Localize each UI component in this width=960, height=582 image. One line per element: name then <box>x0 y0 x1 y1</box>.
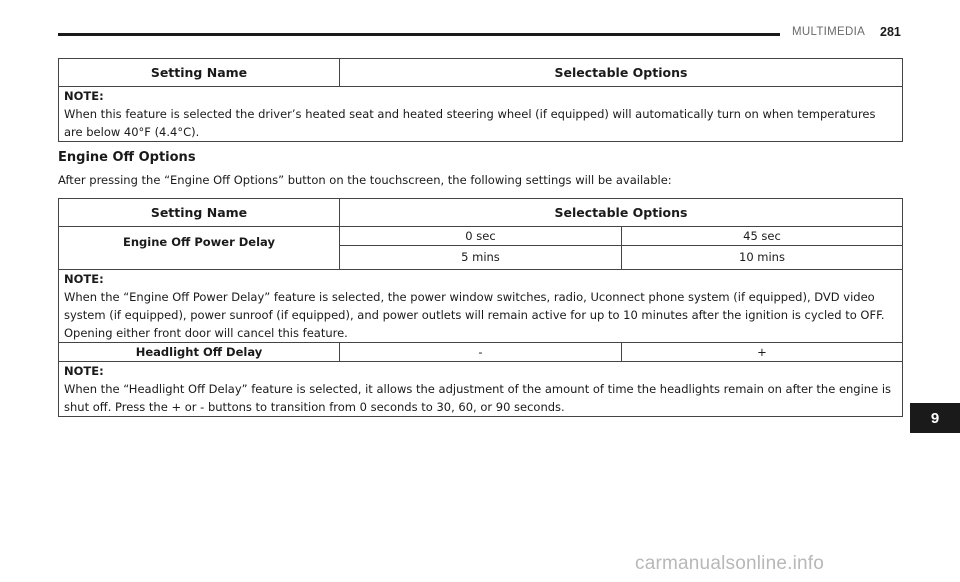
engine-off-options-table <box>58 198 903 417</box>
column-header-options: Selectable Options <box>339 199 902 227</box>
table-header-row <box>59 59 903 87</box>
column-header-options: Selectable Options <box>339 59 902 87</box>
table-row <box>59 343 903 362</box>
option-cell: + <box>621 343 902 362</box>
running-head: MULTIMEDIA <box>792 26 866 38</box>
option-cell: 10 mins <box>621 246 902 270</box>
header-rule <box>58 33 780 36</box>
note-cell <box>59 270 903 343</box>
note-label: NOTE: <box>64 89 104 103</box>
note-row <box>59 270 903 343</box>
note-text: When the “Engine Off Power Delay” feature is selected, the power window switches, radio, Uconnect phone system (if equipped), DVD video system (if equipped), power sunroof (if equipped), and power outlets will remain active for up to 10 minutes after the ignition is cycled to OFF. Opening either front door will cancel this feature. <box>64 290 885 340</box>
option-cell: - <box>339 343 621 362</box>
note-text: When the “Headlight Off Delay” feature is selected, it allows the adjustment of the amount of time the headlights remain on after the engine is shut off. Press the + or - buttons to transition from 0 seconds to 30, 60, or 90 seconds. <box>64 382 892 414</box>
note-text: When this feature is selected the driver’s heated seat and heated steering wheel (if equipped) will automatically turn on when temperatures are below 40°F (4.4°C). <box>64 107 876 139</box>
setting-name-headlight-delay: Headlight Off Delay <box>59 343 340 362</box>
note-label: NOTE: <box>64 364 104 378</box>
option-cell: 45 sec <box>621 227 902 246</box>
page-number: 281 <box>880 25 901 39</box>
watermark: carmanualsonline.info <box>635 553 825 574</box>
section-intro: After pressing the “Engine Off Options” button on the touchscreen, the following settings will be available: <box>58 173 672 187</box>
note-label: NOTE: <box>64 272 104 286</box>
note-cell <box>59 362 903 417</box>
option-cell: 5 mins <box>339 246 621 270</box>
table-row <box>59 227 903 246</box>
column-header-setting: Setting Name <box>59 59 340 87</box>
section-heading: Engine Off Options <box>58 150 196 165</box>
setting-name-power-delay: Engine Off Power Delay <box>59 227 340 270</box>
column-header-setting: Setting Name <box>59 199 340 227</box>
chapter-tab: 9 <box>910 403 960 433</box>
note-cell <box>59 87 903 142</box>
settings-table-continued <box>58 58 903 142</box>
table-header-row <box>59 199 903 227</box>
note-row <box>59 362 903 417</box>
option-cell: 0 sec <box>339 227 621 246</box>
note-row <box>59 87 903 142</box>
